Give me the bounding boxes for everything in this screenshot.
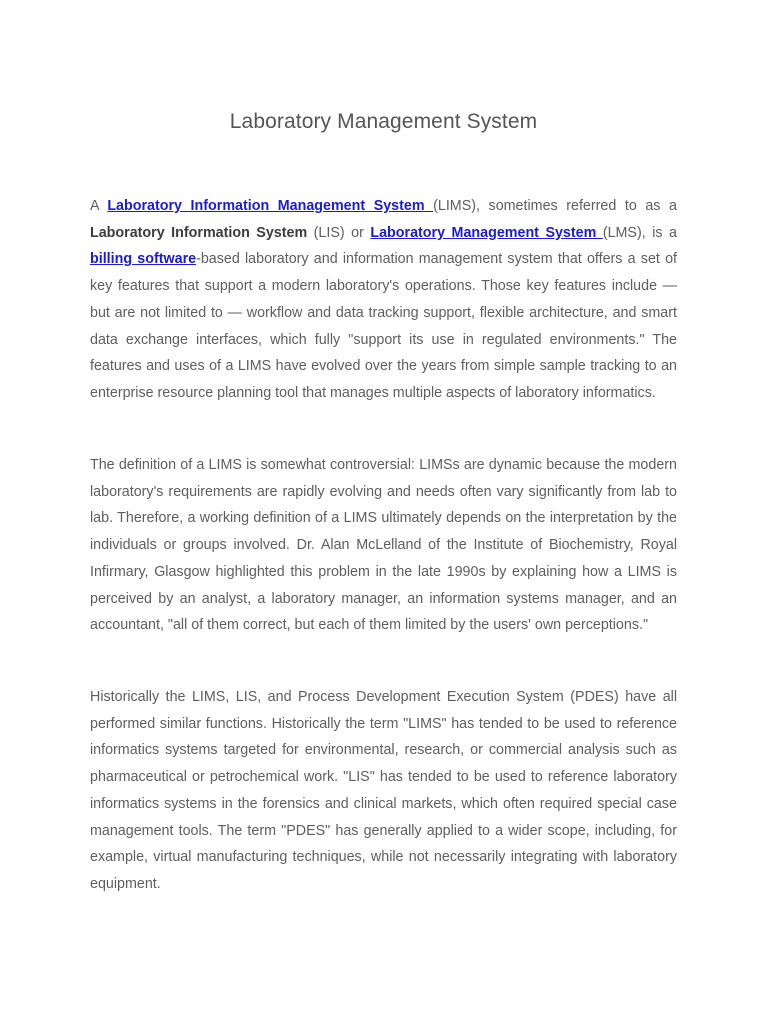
paragraph-history: Historically the LIMS, LIS, and Process Development Execution System (PDES) have all performed similar functions. Historically the term "LIMS" has tended to be used to reference informatics systems targeted for environmental, research, or commercial analysis such as pharmaceutical or petrochemical work. "LIS" has tended to be used to reference laboratory informatics systems in the forensics and clinical markets, which often required special case management tools. The term "PDES" has generally applied to a wider scope, including, for example, virtual manufacturing techniques, while not necessarily integrating with laboratory equipment. [90, 689, 677, 892]
page-title: Laboratory Management System [229, 110, 538, 133]
link-billing-software[interactable]: billing software [90, 251, 197, 268]
paragraph-lims-intro [90, 193, 677, 407]
paragraph-text: (LMS), is a [602, 224, 677, 241]
link-lims[interactable]: Laboratory Information Management System [107, 198, 434, 214]
link-lms[interactable]: Laboratory Management System [370, 224, 603, 241]
paragraph-text: A [90, 198, 108, 214]
paragraph-text: (LIMS), sometimes referred to as a [433, 198, 677, 214]
paragraph-text: -based laboratory and information management system that offers a set of key features that support a modern laboratory's operations. Those key features include — but are not limited to — workflow and data tracking support, flexible architecture, and smart data exchange interfaces, which fully "support its use in regulated environments." The features and uses of a LIMS have evolved over the years from simple sample tracking to an enterprise resource planning tool that manages multiple aspects of laboratory informatics. [90, 251, 678, 401]
bold-term-lis: Laboratory Information System [90, 224, 308, 241]
paragraph-definition: The definition of a LIMS is somewhat controversial: LIMSs are dynamic because the modern laboratory's requirements are rapidly evolving and needs often vary significantly from lab to lab. Therefore, a working definition of a LIMS ultimately depends on the interpretation by the individuals or groups involved. Dr. Alan McLelland of the Institute of Biochemistry, Royal Infirmary, Glasgow highlighted this problem in the late 1990s by explaining how a LIMS is perceived by an analyst, a laboratory manager, an information systems manager, and an accountant, "all of them correct, but each of them limited by the users' own perceptions." [90, 457, 677, 634]
paragraph-text: (LIS) or [307, 224, 371, 241]
